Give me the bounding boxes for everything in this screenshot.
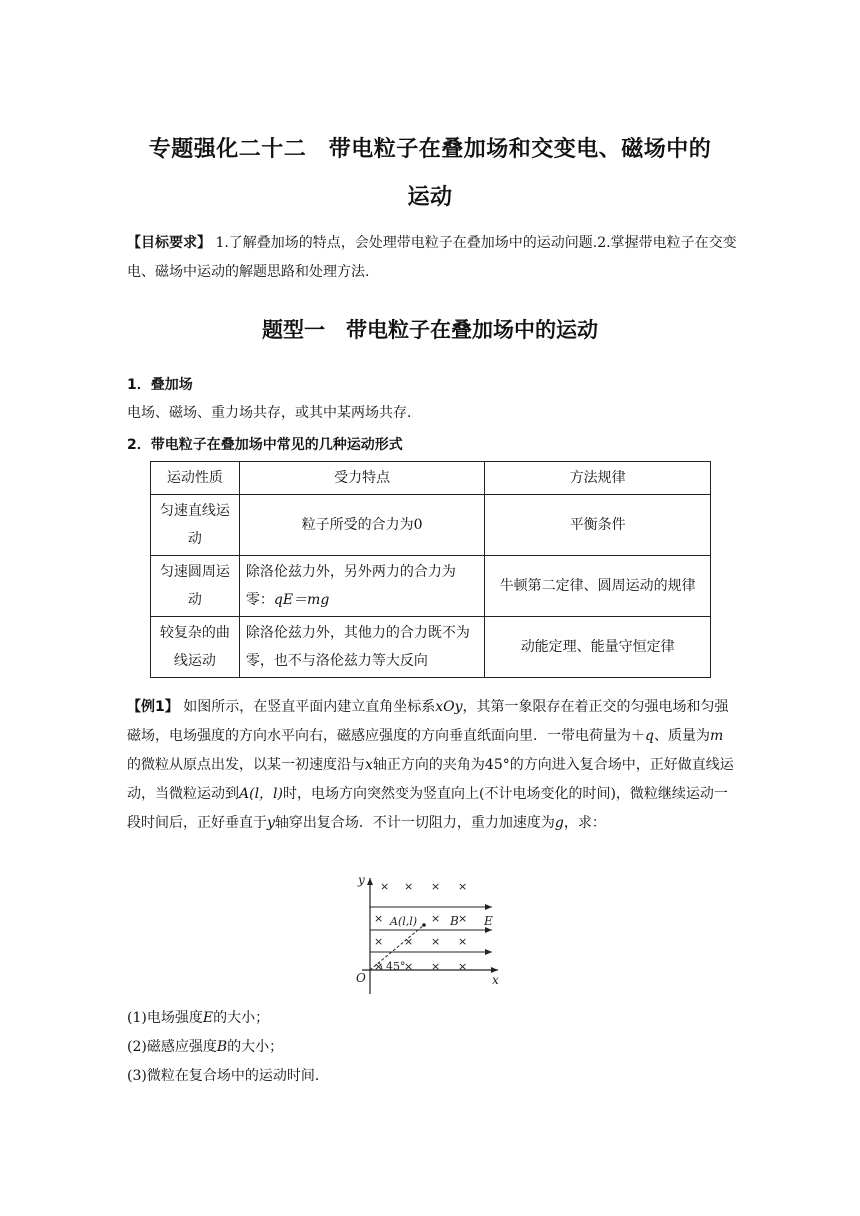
table-cell: 较复杂的曲线运动 [151, 617, 240, 678]
cross-mark: × [374, 912, 384, 925]
table-cell: 牛顿第二定律、圆周运动的规律 [485, 556, 711, 617]
item1-text: 电场、磁场、重力场共存，或其中某两场共存． [127, 405, 421, 421]
section-title: 题型一 带电粒子在叠加场中的运动 [262, 318, 598, 342]
cross-mark: × [404, 935, 414, 948]
table-row [151, 495, 711, 556]
table-header-row [151, 462, 711, 495]
goal-label: 【目标要求】 [127, 235, 211, 251]
table-row [151, 617, 711, 678]
point-a-label: A(l,l) [390, 915, 418, 928]
goal-text: 1.了解叠加场的特点，会处理带电粒子在叠加场中的运动问题.2.掌握带电粒子在交变电、磁场中运动的解题思路和处理方法. [127, 235, 737, 280]
cross-mark: × [374, 960, 384, 973]
page-title [0, 126, 860, 222]
table-header: 运动性质 [151, 462, 240, 495]
example-text: 、质量为 [653, 728, 710, 744]
e-label: E [484, 914, 493, 928]
example-text: ，求： [563, 815, 606, 831]
table-cell: 粒子所受的合力为0 [239, 495, 485, 556]
cross-mark: × [458, 912, 468, 925]
motion-table [150, 461, 711, 678]
table-cell [239, 556, 485, 617]
cross-mark: × [431, 960, 441, 973]
table-header: 方法规律 [485, 462, 711, 495]
table-cell: 匀速直线运动 [151, 495, 240, 556]
question-var: B [216, 1039, 228, 1055]
table-cell-formula: qE＝mg [273, 592, 330, 608]
origin-label: O [356, 971, 366, 985]
point-a-dot [422, 923, 426, 927]
x-label: x [492, 973, 499, 987]
example-var: A(l，l) [239, 786, 283, 802]
example-var: m [709, 728, 724, 744]
example-paragraph [127, 693, 737, 838]
table-header: 受力特点 [239, 462, 485, 495]
item1-title: 1．叠加场 [127, 377, 193, 393]
example-var: x [365, 757, 373, 773]
example-text: 的微粒从原点出发，以某一初速度沿与 [127, 757, 365, 773]
y-label: y [358, 873, 365, 887]
cross-mark: × [458, 880, 468, 893]
cross-mark: × [431, 880, 441, 893]
example-var: xOy [435, 699, 463, 715]
table-cell: 除洛伦兹力外，其他力的合力既不为零，也不与洛伦兹力等大反向 [239, 617, 485, 678]
question-var: E [202, 1010, 214, 1026]
table-cell: 动能定理、能量守恒定律 [485, 617, 711, 678]
example-text: 轴穿出复合场．不计一切阻力，重力加速度为 [274, 815, 555, 831]
example-var: y [267, 815, 275, 831]
table-cell: 平衡条件 [485, 495, 711, 556]
example-text: ，其第一象限存在着正交的匀强电场和匀强磁场，电场强度的方向水平向右，磁感应强度的方向垂直纸面向里．一带电荷量为＋ [127, 699, 729, 744]
question-text: 的大小； [227, 1039, 284, 1055]
cross-mark: × [380, 880, 390, 893]
cross-mark: × [458, 960, 468, 973]
cross-mark: × [404, 960, 414, 973]
table-cell-text: 除洛伦兹力外，另外两力的合力为零： [245, 564, 456, 608]
title-line-1: 专题强化二十二 带电粒子在叠加场和交变电、磁场中的 [148, 137, 712, 162]
example-text: 如图所示，在竖直平面内建立直角坐标系 [178, 699, 436, 715]
cross-mark: × [404, 880, 414, 893]
cross-mark: × [374, 935, 384, 948]
question-text: (2)磁感应强度 [127, 1039, 217, 1055]
example-text: 时，电场方向突然变为竖直向上(不计电场变化的时间)，微粒继续运动一段时间后，正好垂直于 [127, 786, 728, 831]
title-line-2: 运动 [407, 185, 453, 210]
cross-mark: × [458, 935, 468, 948]
item2-title: 2．带电粒子在叠加场中常见的几种运动形式 [127, 437, 403, 453]
question-1 [127, 1007, 269, 1027]
example-var: g [554, 815, 564, 831]
example-text: 轴正方向的夹角为45°的方向进入复合场中，正好做直线运动，当微粒运动到 [127, 757, 734, 802]
field-diagram [340, 870, 510, 998]
table-row [151, 556, 711, 617]
table-cell: 匀速圆周运动 [151, 556, 240, 617]
cross-mark: × [431, 912, 441, 925]
question-2 [127, 1036, 283, 1056]
question-text: (1)电场强度 [127, 1010, 203, 1026]
question-text: (3)微粒在复合场中的运动时间． [127, 1068, 329, 1084]
example-label: 【例1】 [127, 699, 179, 715]
question-text: 的大小； [213, 1010, 270, 1026]
cross-mark: × [431, 935, 441, 948]
goal-paragraph [127, 229, 737, 287]
angle-label: 45° [386, 960, 406, 973]
question-3 [127, 1065, 329, 1085]
example-var: q [645, 728, 654, 744]
b-label: B [450, 914, 459, 928]
